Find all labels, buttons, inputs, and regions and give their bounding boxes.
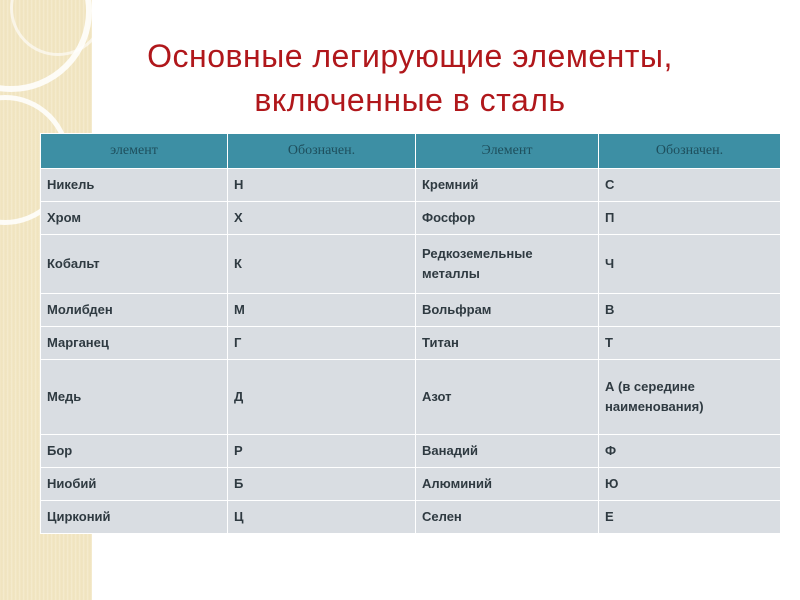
- table-cell: Вольфрам: [416, 294, 599, 327]
- table-cell: Медь: [41, 360, 228, 435]
- table-cell: Редкоземельные металлы: [416, 235, 599, 294]
- table-row: [41, 235, 781, 294]
- table-cell: Фосфор: [416, 202, 599, 235]
- table-cell: Ванадий: [416, 435, 599, 468]
- table-cell: П: [599, 202, 781, 235]
- table-cell: Д: [228, 360, 416, 435]
- table-cell: Марганец: [41, 327, 228, 360]
- table-row: [41, 202, 781, 235]
- title-line-1: Основные легирующие элементы,: [147, 38, 673, 74]
- table-cell: Е: [599, 501, 781, 534]
- table-cell: Ниобий: [41, 468, 228, 501]
- table-row: [41, 501, 781, 534]
- table-cell: М: [228, 294, 416, 327]
- table-cell: Молибден: [41, 294, 228, 327]
- table-cell: С: [599, 169, 781, 202]
- table-header-row: [41, 134, 781, 169]
- table-row: [41, 294, 781, 327]
- table-cell: Бор: [41, 435, 228, 468]
- table-cell: Кремний: [416, 169, 599, 202]
- table-cell: Б: [228, 468, 416, 501]
- table-row: [41, 327, 781, 360]
- elements-table-container: [40, 133, 780, 534]
- header-element-2: Элемент: [416, 134, 599, 169]
- title-line-2: включенные в сталь: [254, 82, 566, 118]
- table-cell: Р: [228, 435, 416, 468]
- table-cell: Алюминий: [416, 468, 599, 501]
- table-cell: Г: [228, 327, 416, 360]
- table-cell: Титан: [416, 327, 599, 360]
- table-row: [41, 435, 781, 468]
- table-row: [41, 468, 781, 501]
- header-designation-1: Обозначен.: [228, 134, 416, 169]
- table-cell: Хром: [41, 202, 228, 235]
- table-cell: Ф: [599, 435, 781, 468]
- table-cell: Азот: [416, 360, 599, 435]
- table-cell: Кобальт: [41, 235, 228, 294]
- slide-title: [60, 34, 760, 122]
- table-cell: А (в середине наименования): [599, 360, 781, 435]
- table-cell: Ч: [599, 235, 781, 294]
- table-cell: Х: [228, 202, 416, 235]
- table-cell: Ю: [599, 468, 781, 501]
- table-cell: К: [228, 235, 416, 294]
- table-cell: Ц: [228, 501, 416, 534]
- header-element-1: элемент: [41, 134, 228, 169]
- table-cell: Цирконий: [41, 501, 228, 534]
- table-cell: Никель: [41, 169, 228, 202]
- table-row: [41, 360, 781, 435]
- table-row: [41, 169, 781, 202]
- table-cell: Т: [599, 327, 781, 360]
- table-cell: Селен: [416, 501, 599, 534]
- table-cell: В: [599, 294, 781, 327]
- elements-table: [40, 133, 781, 534]
- header-designation-2: Обозначен.: [599, 134, 781, 169]
- table-cell: Н: [228, 169, 416, 202]
